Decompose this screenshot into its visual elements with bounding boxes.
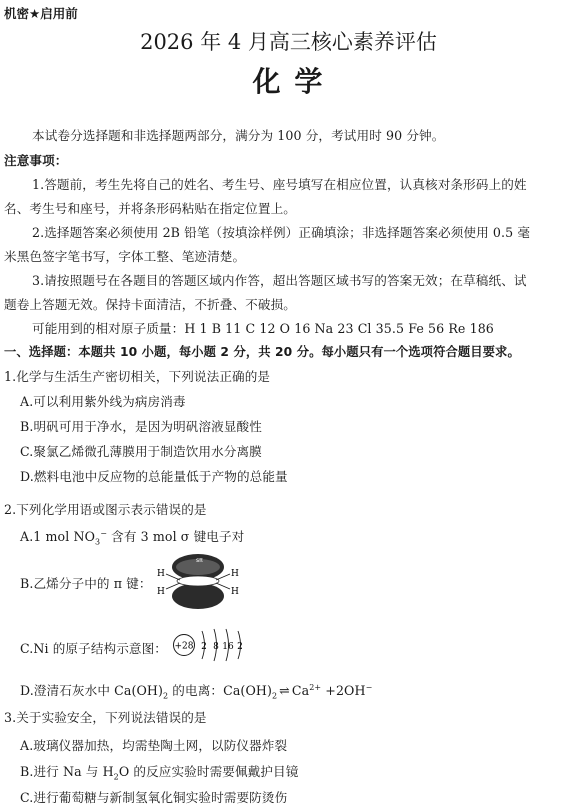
q1-option-b: B.明矾可用于净水，是因为明矾溶液显酸性 xyxy=(20,419,262,434)
q2-option-a: A.1 mol $NO_3^-$ 含有 3 mol σ 键电子对 xyxy=(20,528,245,547)
q3-option-c: C.进行葡萄糖与新制氢氧化铜实验时需要防烫伤 xyxy=(20,790,288,805)
note-3-line-2: 题卷上答题无效。保持卡面清洁，不折叠、不破损。 xyxy=(4,297,296,312)
q2-option-c: C.Ni 的原子结构示意图： xyxy=(20,641,167,656)
q1-option-d: D.燃料电池中反应物的总能量低于产物的总能量 xyxy=(20,469,288,484)
note-3-line-1: 3.请按照题号在各题目的答题区域内作答，超出答题区域书写的答案无效；在草稿纸、试 xyxy=(32,273,527,288)
section-heading: 一、选择题：本题共 10 小题，每小题 2 分，共 20 分。每小题只有一个选项符合题目要求。 xyxy=(4,345,520,359)
atomic-masses: 可能用到的相对原子质量：H 1 B 11 C 12 O 16 Na 23 Cl 35.5 Fe 56 Re 186 xyxy=(32,321,494,336)
note-2-line-1: 2.选择题答案必须使用 2B 铅笔（按填涂样例）正确填涂；非选择题答案必须使用 0.5 毫 xyxy=(32,225,531,240)
hydrogen-label: H xyxy=(231,587,239,597)
shell-electron-count: 2 xyxy=(237,642,243,652)
q2-stem: 2.下列化学用语或图示表示错误的是 xyxy=(4,502,207,517)
note-2-line-2: 米黑色签字笔书写，字体工整、笔迹清楚。 xyxy=(4,249,246,264)
hydrogen-label: H xyxy=(157,569,165,579)
q3-stem: 3.关于实验安全，下列说法错误的是 xyxy=(4,710,207,725)
q2-option-b: B.乙烯分子中的 π 键： xyxy=(20,576,152,591)
q3-option-b: B.进行 Na 与 $H_2O$ 的反应实验时需要佩戴护目镜 xyxy=(20,764,299,782)
nucleus-charge: +28 xyxy=(174,641,194,652)
subject-title: 化 学 xyxy=(252,65,325,98)
exam-intro: 本试卷分选择题和非选择题两部分，满分为 100 分，考试用时 90 分钟。 xyxy=(32,128,445,143)
ni-atomic-structure-diagram xyxy=(171,623,251,667)
reversible-arrow: ⇌ xyxy=(279,683,290,698)
hydrogen-label: H xyxy=(157,587,165,597)
carbon-carbon-plane xyxy=(177,576,219,586)
q1-option-a: A.可以利用紫外线为病房消毒 xyxy=(20,394,186,409)
exam-title: 2026 年 4 月高三核心素养评估 xyxy=(140,30,437,54)
notes-heading: 注意事项： xyxy=(4,153,68,168)
pi-orbital-lower-lobe xyxy=(172,583,224,609)
q2-option-d: D.澄清石灰水中 $Ca(OH)_2$ 的电离：$Ca(OH)_2$ ⇌ $Ca^{2+} +2OH^-$ xyxy=(20,682,373,701)
hydrogen-label: H xyxy=(231,569,239,579)
q3-option-a: A.玻璃仪器加热，均需垫陶土网，以防仪器炸裂 xyxy=(20,738,288,753)
confidential-label: 机密★启用前 xyxy=(4,6,78,21)
q1-option-c: C.聚氯乙烯微孔薄膜用于制造饮用水分离膜 xyxy=(20,444,262,459)
note-1-line-2: 名、考生号和座号，并将条形码粘贴在指定位置上。 xyxy=(4,201,296,216)
q1-stem: 1.化学与生活生产密切相关，下列说法正确的是 xyxy=(4,369,271,384)
ethylene-pi-bond-figure xyxy=(152,550,244,612)
note-1-line-1: 1.答题前，考生先将自己的姓名、考生号、座号填写在相应位置，认真核对条形码上的姓 xyxy=(32,177,527,192)
shell-electron-count: 16 xyxy=(222,642,234,652)
shell-electron-count: 8 xyxy=(213,642,219,652)
orbital-label: sπ xyxy=(196,557,203,564)
shell-electron-count: 2 xyxy=(201,642,207,652)
